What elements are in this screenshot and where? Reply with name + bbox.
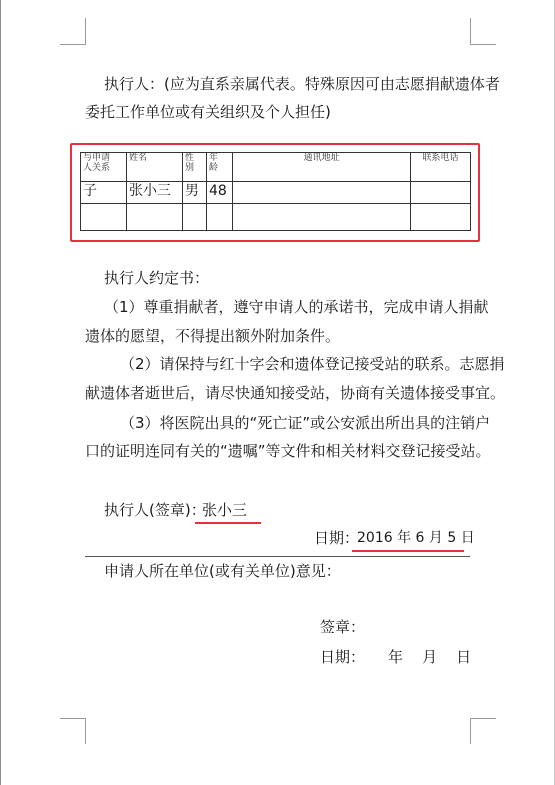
margin-mark-top-left-h: [60, 44, 86, 45]
page-edge-left: [0, 0, 1, 785]
header-address: [233, 153, 411, 182]
signature-value[interactable]: 张小三: [202, 501, 248, 519]
header-relation-line2: 人关系: [83, 163, 111, 173]
executor-intro-line1: 执行人：(应为直系亲属代表。特殊原因可由志愿捐献遗体者: [104, 75, 500, 93]
cell-age[interactable]: 48: [207, 182, 233, 204]
header-age-line2: 龄: [209, 163, 219, 173]
header-gender-line2: 别: [185, 163, 195, 173]
agreement-item2-line2: 献遗体者逝世后，请尽快通知接受站，协商有关遗体接受事宜。: [85, 384, 506, 402]
cell-empty[interactable]: [411, 204, 471, 231]
section-divider: [85, 556, 470, 557]
margin-mark-top-left-v: [85, 18, 86, 44]
agreement-item1-line2: 遗体的愿望，不得提出额外附加条件。: [85, 327, 341, 345]
cell-empty[interactable]: [81, 204, 127, 231]
cell-gender[interactable]: 男: [183, 182, 207, 204]
header-relation-line1: 与申请: [83, 153, 111, 163]
margin-mark-bottom-left-h: [60, 718, 86, 719]
agreement-item1-line1: （1）尊重捐献者，遵守申请人的承诺书，完成申请人捐献: [104, 298, 489, 316]
executor-info-table: [80, 152, 470, 231]
header-age: [207, 153, 233, 182]
table-row-empty: [81, 204, 471, 231]
agreement-item3-line2: 口的证明连同有关的“遗嘱”等文件和相关材料交登记接受站。: [85, 442, 491, 460]
unit-seal-label: 签章：: [320, 618, 366, 636]
cell-empty[interactable]: [127, 204, 183, 231]
cell-relation[interactable]: 子: [81, 182, 127, 204]
header-name: [127, 153, 183, 182]
margin-mark-top-right-h: [470, 44, 496, 45]
margin-mark-bottom-right-h: [470, 718, 496, 719]
header-name-label: 姓名: [129, 153, 148, 163]
header-address-label: 通讯地址: [303, 153, 340, 163]
header-age-line1: 年: [209, 153, 219, 163]
cell-address[interactable]: [233, 182, 411, 204]
agreement-item3-line1: （3）将医院出具的“死亡证”或公安派出所出具的注销户: [120, 414, 491, 432]
header-phone-label: 联系电话: [422, 153, 459, 163]
header-relation: [81, 153, 127, 182]
cell-phone[interactable]: [411, 182, 471, 204]
margin-mark-bottom-right-v: [470, 718, 471, 744]
table-header-row: [81, 153, 471, 182]
table-row: [81, 182, 471, 204]
margin-mark-top-right-v: [470, 18, 471, 44]
cell-empty[interactable]: [233, 204, 411, 231]
header-gender: [183, 153, 207, 182]
unit-date-label: 日期：: [320, 648, 366, 666]
signature-date-value[interactable]: 2016 年 6 月 5 日: [357, 530, 475, 546]
unit-date-blank[interactable]: 年 月 日: [388, 648, 472, 666]
signature-label: 执行人(签章)：: [104, 501, 206, 519]
margin-mark-bottom-left-v: [85, 718, 86, 744]
executor-intro-line2: 委托工作单位或有关组织及个人担任): [85, 103, 331, 121]
cell-empty[interactable]: [183, 204, 207, 231]
date-underline: [352, 550, 464, 552]
header-gender-line1: 性: [185, 153, 195, 163]
signature-underline: [195, 522, 261, 524]
cell-empty[interactable]: [207, 204, 233, 231]
cell-name[interactable]: 张小三: [127, 182, 183, 204]
header-phone: [411, 153, 471, 182]
agreement-title: 执行人约定书：: [104, 269, 210, 287]
signature-date-label: 日期：: [314, 529, 360, 547]
agreement-item2-line1: （2）请保持与红十字会和遗体登记接受站的联系。志愿捐: [120, 355, 505, 373]
unit-opinion-label: 申请人所在单位(或有关单位)意见：: [104, 562, 341, 580]
